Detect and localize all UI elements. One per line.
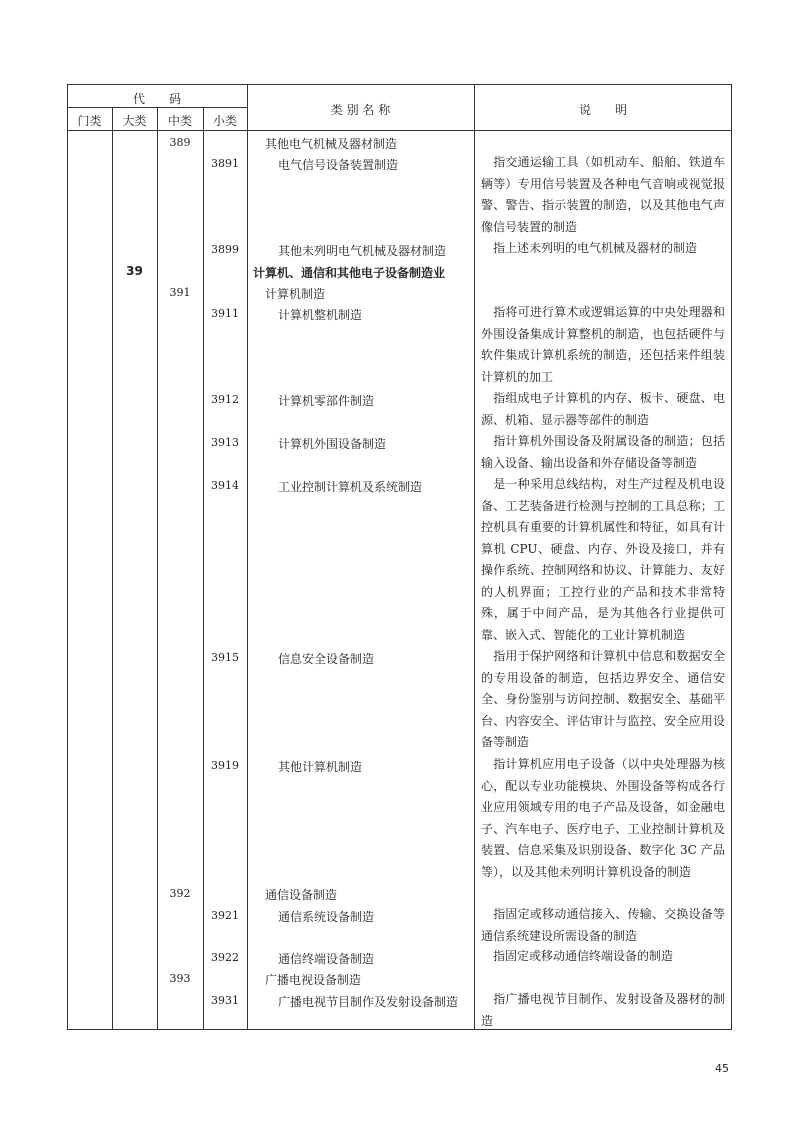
header-door: 门类 [77, 114, 102, 128]
category-description: 指用于保护网络和计算机中信息和数据安全的专用设备的制造，包括边界安全、通信安全、身份鉴别与访问控制、数据安全、基础平台、内容安全、评估审计与监控、安全应用设备等制造 [481, 649, 725, 749]
category-description: 指计算机外围设备及附属设备的制造；包括输入设备、输出设备和外存储设备等制造 [481, 434, 725, 470]
header-code: 代 码 [132, 92, 181, 106]
category-description: 指广播电视节目制作、发射设备及器材的制造 [481, 992, 725, 1028]
category-name: 计算机整机制造 [278, 308, 363, 322]
code-mid: 393 [169, 972, 191, 985]
code-small: 3899 [211, 243, 239, 256]
category-name: 计算机外围设备制造 [278, 437, 387, 451]
code-small: 3931 [211, 994, 239, 1007]
category-name: 广播电视设备制造 [265, 973, 362, 987]
category-description: 指交通运输工具（如机动车、船舶、铁道车辆等）专用信号装置及各种电气音响或视觉报警、警告、指示装置的制造，以及其他电气声像信号装置的制造 [481, 155, 725, 234]
category-name: 计算机制造 [265, 287, 326, 301]
category-description: 指计算机应用电子设备（以中央处理器为核心，配以专业功能模块、外围设备等构成各行业应用领域专用的电子产品及设备，如金融电子、汽车电子、医疗电子、工业控制计算机及装置、信息采集及识别设备、数字化 3C 产品等），以及其他未列明计算机设备的制造 [481, 757, 725, 879]
header-mid: 中类 [167, 114, 192, 128]
category-name: 信息安全设备制造 [278, 652, 375, 666]
code-mid: 392 [169, 887, 191, 900]
category-name: 通信系统设备制造 [278, 910, 375, 924]
code-small: 3912 [211, 393, 239, 406]
code-small: 3911 [211, 307, 239, 320]
category-name: 通信终端设备制造 [278, 952, 375, 966]
category-name: 通信设备制造 [265, 888, 338, 902]
category-name: 工业控制计算机及系统制造 [278, 480, 423, 494]
code-small: 3919 [211, 759, 239, 772]
category-description: 指上述未列明的电气机械及器材的制造 [493, 241, 698, 255]
code-big: 39 [126, 264, 143, 278]
col-divider-door [112, 107, 113, 1030]
category-name: 其他未列明电气机械及器材制造 [278, 244, 447, 258]
category-description: 指固定或移动通信接入、传输、交换设备等通信系统建设所需设备的制造 [481, 907, 725, 943]
header-small: 小类 [212, 114, 237, 128]
code-small: 3891 [211, 157, 239, 170]
header-desc: 说 明 [578, 103, 627, 117]
category-description: 指固定或移动通信终端设备的制造 [493, 949, 674, 963]
code-small: 3915 [211, 651, 239, 664]
header-code-rule [67, 107, 247, 108]
page-number: 45 [715, 1062, 729, 1075]
col-divider-name [474, 84, 475, 1030]
category-name: 其他电气机械及器材制造 [265, 137, 398, 151]
category-name: 其他计算机制造 [278, 760, 363, 774]
header-bottom-rule [67, 130, 732, 131]
code-mid: 389 [169, 136, 191, 149]
category-description: 指将可进行算术或逻辑运算的中央处理器和外围设备集成计算整机的制造，也包括硬件与软件集成计算机系统的制造，还包括来件组装计算机的加工 [481, 305, 725, 384]
category-name: 计算机零部件制造 [278, 394, 375, 408]
category-name: 广播电视节目制作及发射设备制造 [278, 995, 459, 1009]
category-name: 计算机、通信和其他电子设备制造业 [253, 266, 446, 280]
category-name: 电气信号设备装置制造 [278, 158, 399, 172]
header-name: 类 别 名 称 [330, 103, 391, 117]
code-small: 3922 [211, 951, 239, 964]
code-small: 3921 [211, 909, 239, 922]
code-mid: 391 [169, 286, 191, 299]
category-description: 是一种采用总线结构，对生产过程及机电设备、工艺装备进行检测与控制的工具总称；工控机具有重要的计算机属性和特征，如具有计算机 CPU、硬盘、内存、外设及接口，并有操作系统、控制网络和协议、计算能力、友好的人机界面；工控行业的产品和技术非常特殊，属于中间产品，是为其他各行业提供可靠、嵌入式、智能化的工业计算机制造 [481, 477, 725, 642]
code-small: 3914 [211, 479, 239, 492]
col-divider-small [247, 84, 248, 1030]
code-small: 3913 [211, 436, 239, 449]
category-description: 指组成电子计算机的内存、板卡、硬盘、电源、机箱、显示器等部件的制造 [481, 391, 725, 427]
header-big: 大类 [122, 114, 147, 128]
